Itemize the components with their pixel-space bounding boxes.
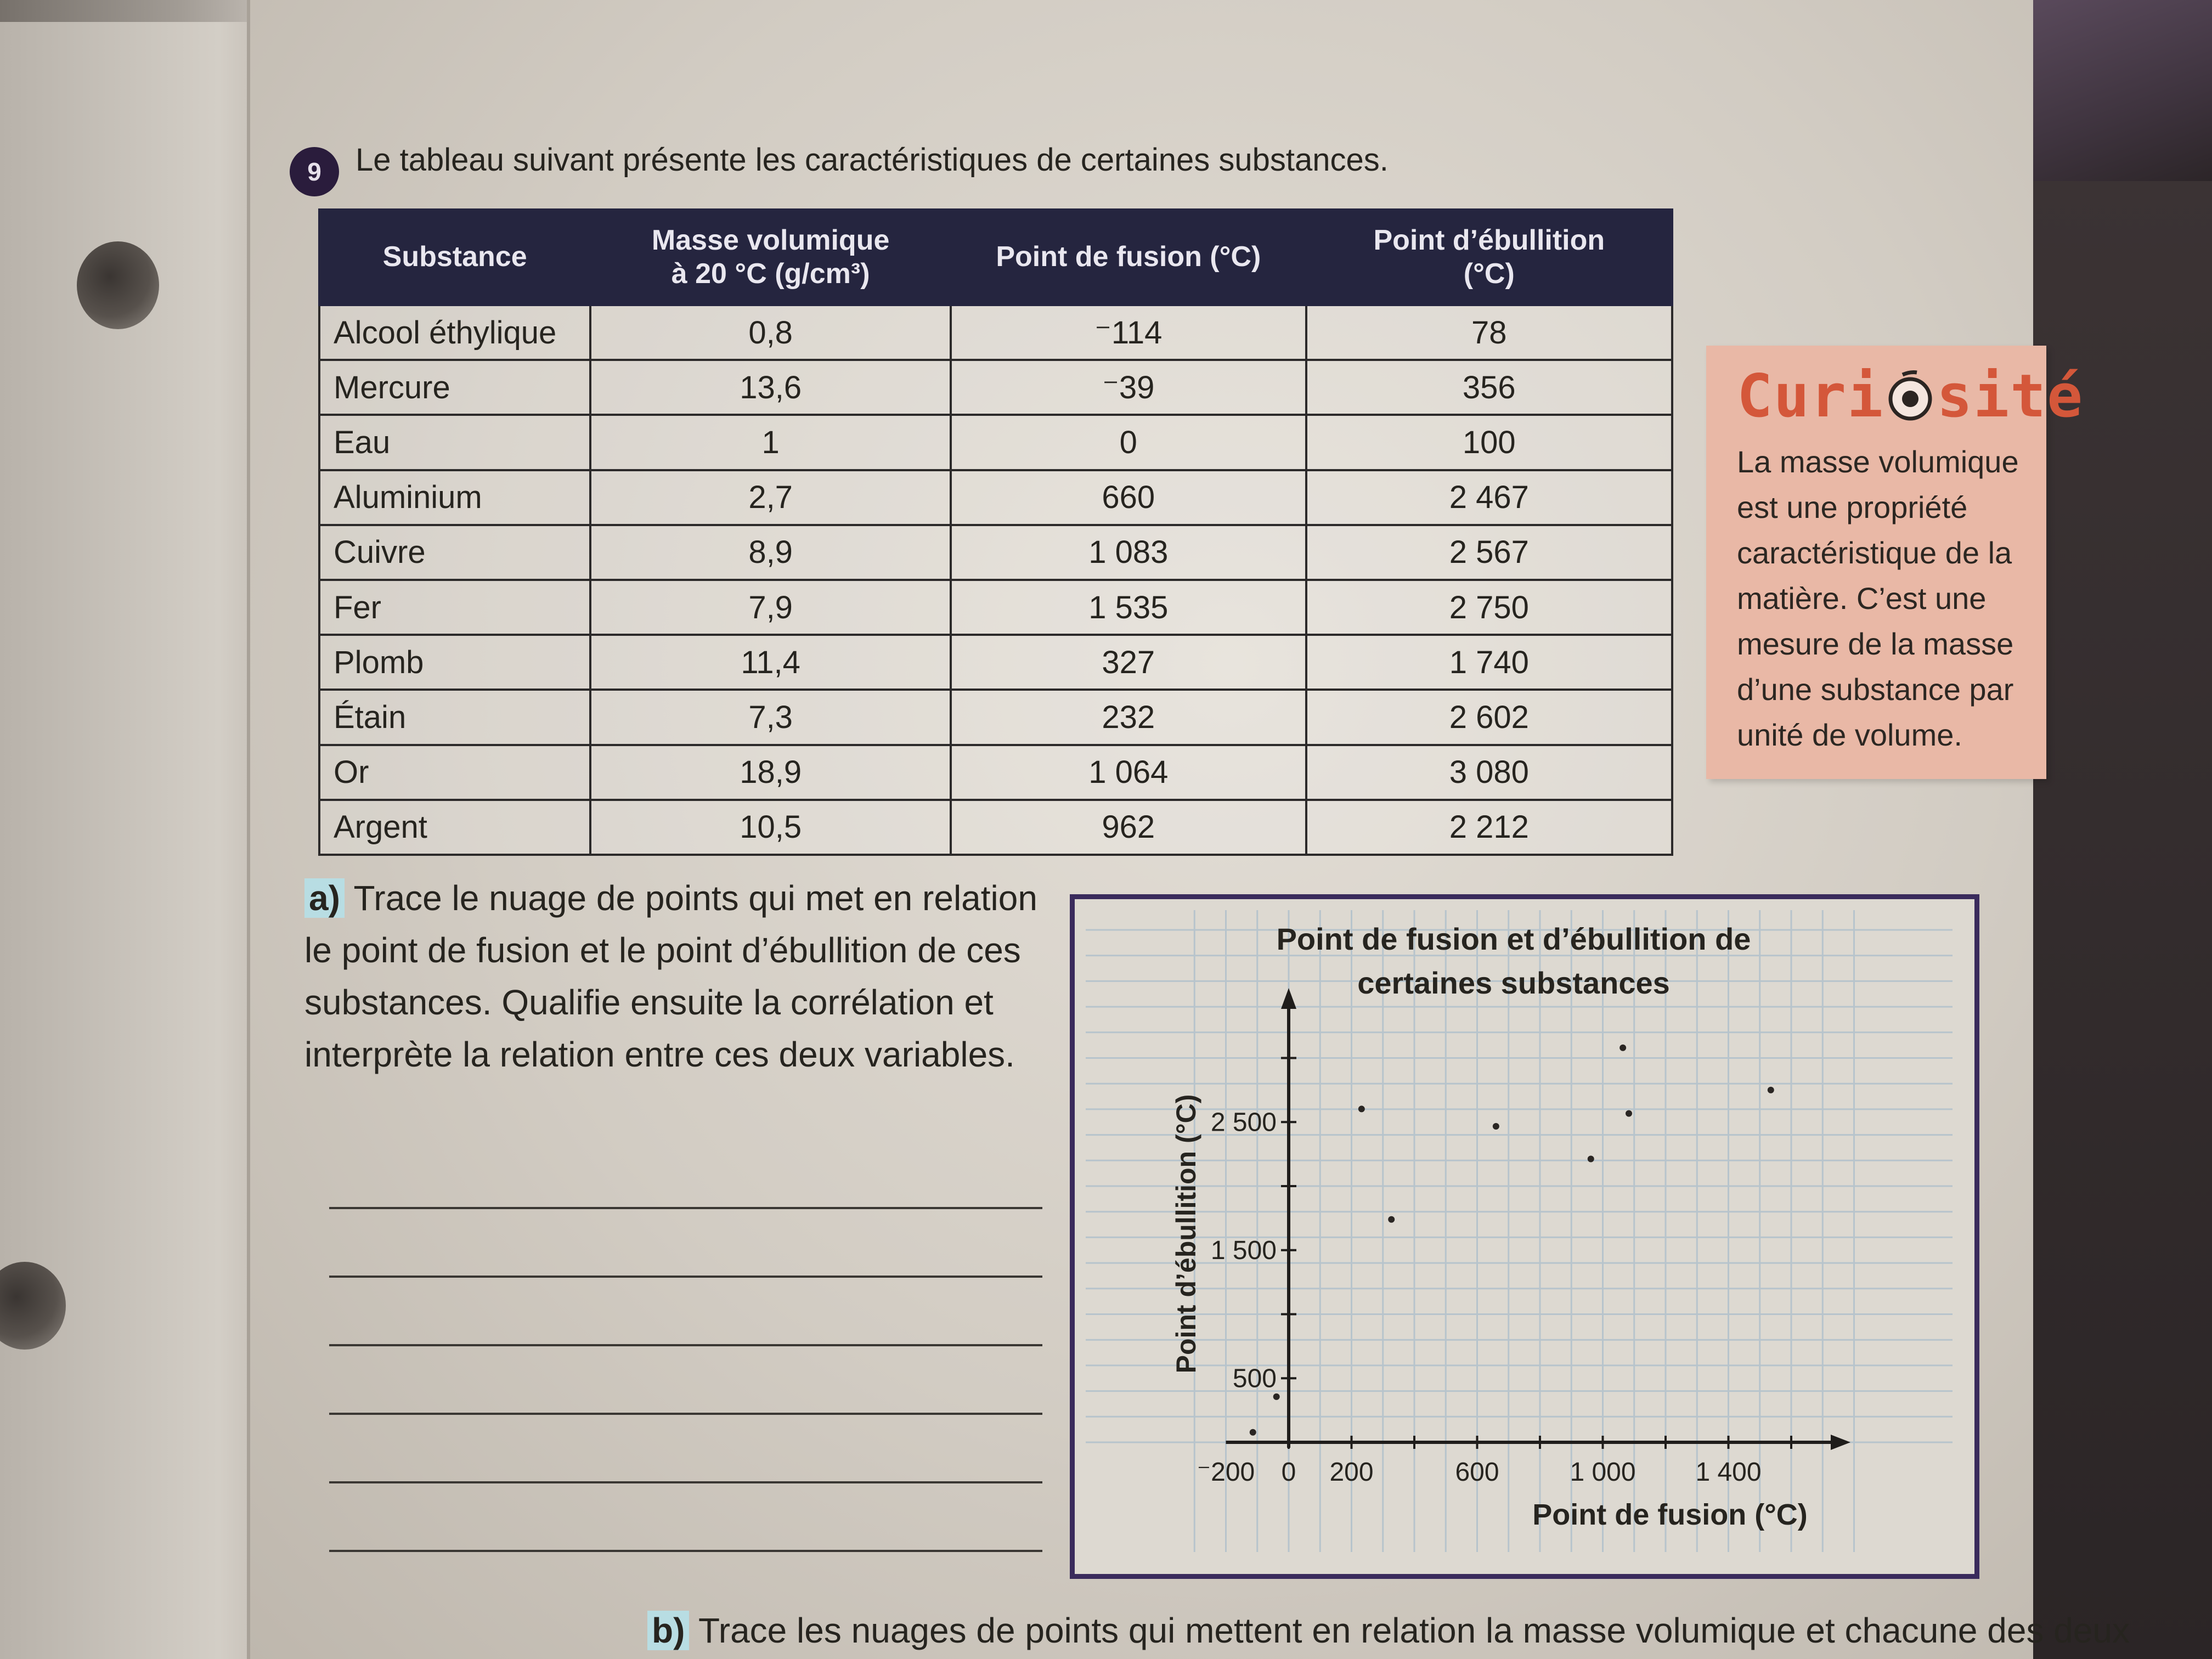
substance-name: Cuivre [319,525,590,580]
data-point [1768,1087,1774,1093]
data-point [1493,1123,1499,1130]
answer-line[interactable] [329,1207,1042,1209]
melting-point-value: 1 064 [951,745,1306,800]
melting-point-value: 232 [951,690,1306,744]
x-tick-label: 1 400 [1695,1458,1762,1487]
melting-point-value: 1 083 [951,525,1306,580]
question-b-label: b) [647,1611,689,1650]
substance-name: Étain [319,690,590,744]
y-tick-label: 2 500 [1210,1108,1277,1137]
data-point [1250,1429,1256,1436]
question-b [647,1610,2130,1651]
melting-point-value: 1 535 [951,580,1306,635]
table-row [319,690,1672,744]
substance-name: Or [319,745,590,800]
boiling-point-value: 2 212 [1306,800,1672,855]
substance-name: Fer [319,580,590,635]
binder-hole-top [77,241,159,329]
density-value: 0,8 [590,305,951,360]
data-point [1620,1045,1626,1051]
density-value: 1 [590,415,951,470]
density-value: 2,7 [590,470,951,525]
boiling-point-value: 78 [1306,305,1672,360]
desk-corner [2025,0,2212,181]
melting-point-value: 327 [951,635,1306,690]
substance-name: Eau [319,415,590,470]
density-value: 7,9 [590,580,951,635]
density-value: 7,3 [590,690,951,744]
data-point [1588,1155,1594,1162]
header-density: Masse volumique à 20 °C (g/cm³) [590,210,951,305]
question-a [304,872,1062,1081]
melting-point-value: 660 [951,470,1306,525]
substance-name: Argent [319,800,590,855]
table-row [319,360,1672,415]
question-a-label: a) [304,878,345,918]
table-row [319,305,1672,360]
question-a-text: Trace le nuage de points qui met en relation le point de fusion et le point d’ébullition de ces substances. Qualifie ensuite la corrélation et interprète la relation entre ces deux variables. [304,878,1037,1074]
table-row [319,635,1672,690]
question-b-text: Trace les nuages de points qui mettent en relation la masse volumique et chacune des deux [698,1611,2130,1650]
table-row [319,745,1672,800]
answer-line[interactable] [329,1481,1042,1483]
substance-name: Plomb [319,635,590,690]
melting-point-value: ⁻39 [951,360,1306,415]
x-tick-label: 600 [1455,1458,1499,1487]
curiosity-title: Curi sité [1737,362,2084,431]
data-point [1626,1110,1632,1117]
curiosity-box [1706,346,2084,779]
density-value: 13,6 [590,360,951,415]
chart-title-line-2: certaines substances [1357,966,1670,1000]
boiling-point-value: 3 080 [1306,745,1672,800]
answer-line[interactable] [329,1276,1042,1278]
melting-point-value: 962 [951,800,1306,855]
answer-line[interactable] [329,1344,1042,1346]
y-axis-label: Point d’ébullition (°C) [1171,1094,1201,1374]
x-axis-label: Point de fusion (°C) [1532,1498,1808,1531]
boiling-point-value: 1 740 [1306,635,1672,690]
boiling-point-value: 356 [1306,360,1672,415]
chart-title-line-1: Point de fusion et d’ébullition de [1276,922,1751,956]
answer-line[interactable] [329,1550,1042,1552]
exercise-number: 9 [290,147,339,196]
curiosity-text: La masse volumique est une propriété caractéristique de la matière. C’est une mesure de la masse d’une substance par unité de volume. [1737,444,2019,752]
substance-name: Mercure [319,360,590,415]
boiling-point-value: 2 567 [1306,525,1672,580]
density-value: 8,9 [590,525,951,580]
scatter-chart-box [1070,894,1979,1579]
data-point [1273,1393,1280,1400]
density-value: 18,9 [590,745,951,800]
boiling-point-value: 2 602 [1306,690,1672,744]
x-axis-arrow-icon [1831,1435,1850,1450]
table-row [319,580,1672,635]
melting-point-value: 0 [951,415,1306,470]
melting-point-value: ⁻114 [951,305,1306,360]
substance-table [318,208,1673,856]
data-point [1358,1105,1365,1112]
answer-line[interactable] [329,1413,1042,1415]
x-tick-label: 200 [1329,1458,1374,1487]
exercise-intro: Le tableau suivant présente les caractéristiques de certaines substances. [356,142,1389,178]
header-boiling-point: Point d’ébullition (°C) [1306,210,1672,305]
boiling-point-value: 2 750 [1306,580,1672,635]
table-row [319,800,1672,855]
y-axis-arrow-icon [1281,988,1296,1009]
table-row [319,525,1672,580]
boiling-point-value: 100 [1306,415,1672,470]
table-header-row [319,210,1672,305]
boiling-point-value: 2 467 [1306,470,1672,525]
header-melting-point: Point de fusion (°C) [951,210,1306,305]
data-point [1388,1216,1395,1223]
substance-name: Aluminium [319,470,590,525]
substance-name: Alcool éthylique [319,305,590,360]
header-substance: Substance [319,210,590,305]
eye-icon [1884,370,1937,423]
y-tick-label: 500 [1232,1364,1277,1393]
density-value: 10,5 [590,800,951,855]
y-tick-label: 1 500 [1210,1235,1277,1265]
x-tick-label: 1 000 [1570,1458,1636,1487]
scatter-chart [1075,899,1965,1564]
x-tick-label: ⁻200 [1197,1458,1255,1487]
table-row [319,415,1672,470]
x-tick-label: 0 [1281,1458,1296,1487]
table-row [319,470,1672,525]
density-value: 11,4 [590,635,951,690]
